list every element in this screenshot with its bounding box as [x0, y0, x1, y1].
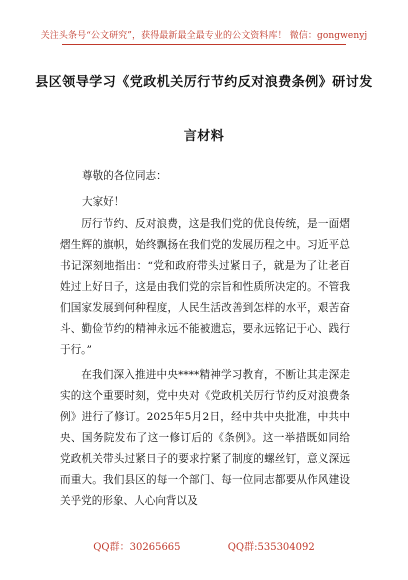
header-divider	[62, 44, 346, 45]
paragraph-2: 在我们深入推进中央****精神学习教育，不断让其走深走实的这个重要时刻，党中央对《党政机关厉行节约反对浪费条例》进行了修订。2025年5月2日，经中共中央批准，中共中央、国务院发布了这一修订后的《条例》。这一举措既如同给党政机关带头过紧日子的要求拧紧了制度的螺丝钉，意义深远而重大。我们县区的每一个部门、每一位同志都要从作风建设关乎党的形象、人心向背以及	[60, 369, 350, 507]
footer	[0, 538, 408, 553]
footer-qq-group-2: QQ群:535304092	[227, 542, 315, 553]
greeting: 尊敬的各位同志：	[82, 170, 167, 182]
paragraph-1: 厉行节约、反对浪费，这是我们党的优良传统，是一面熠熠生辉的旗帜，始终飘扬在我们党的发展历程之中。习近平总书记深刻地指出：“党和政府带头过紧日子，就是为了让老百姓过上好日子，这是由我们党的宗旨和性质所决定的。不管我们国家发展到何种程度，人民生活改善到怎样的水平，艰苦奋斗、勤俭节约的精神永远不能被遗忘，要永远铭记于心、践行于行。”	[60, 218, 350, 356]
footer-qq-group-1: QQ群：30265665	[93, 542, 181, 553]
body-text	[60, 214, 350, 512]
document-title-line-1: 县区领导学习《党政机关厉行节约反对浪费条例》研讨发	[35, 75, 373, 90]
hello-line: 大家好！	[82, 196, 125, 208]
header-banner: 关注头条号“公文研究”，获得最新最全最专业的公文资料库！ 微信：gongwenyj	[40, 31, 368, 41]
document-title-line-2: 言材料	[183, 129, 225, 144]
